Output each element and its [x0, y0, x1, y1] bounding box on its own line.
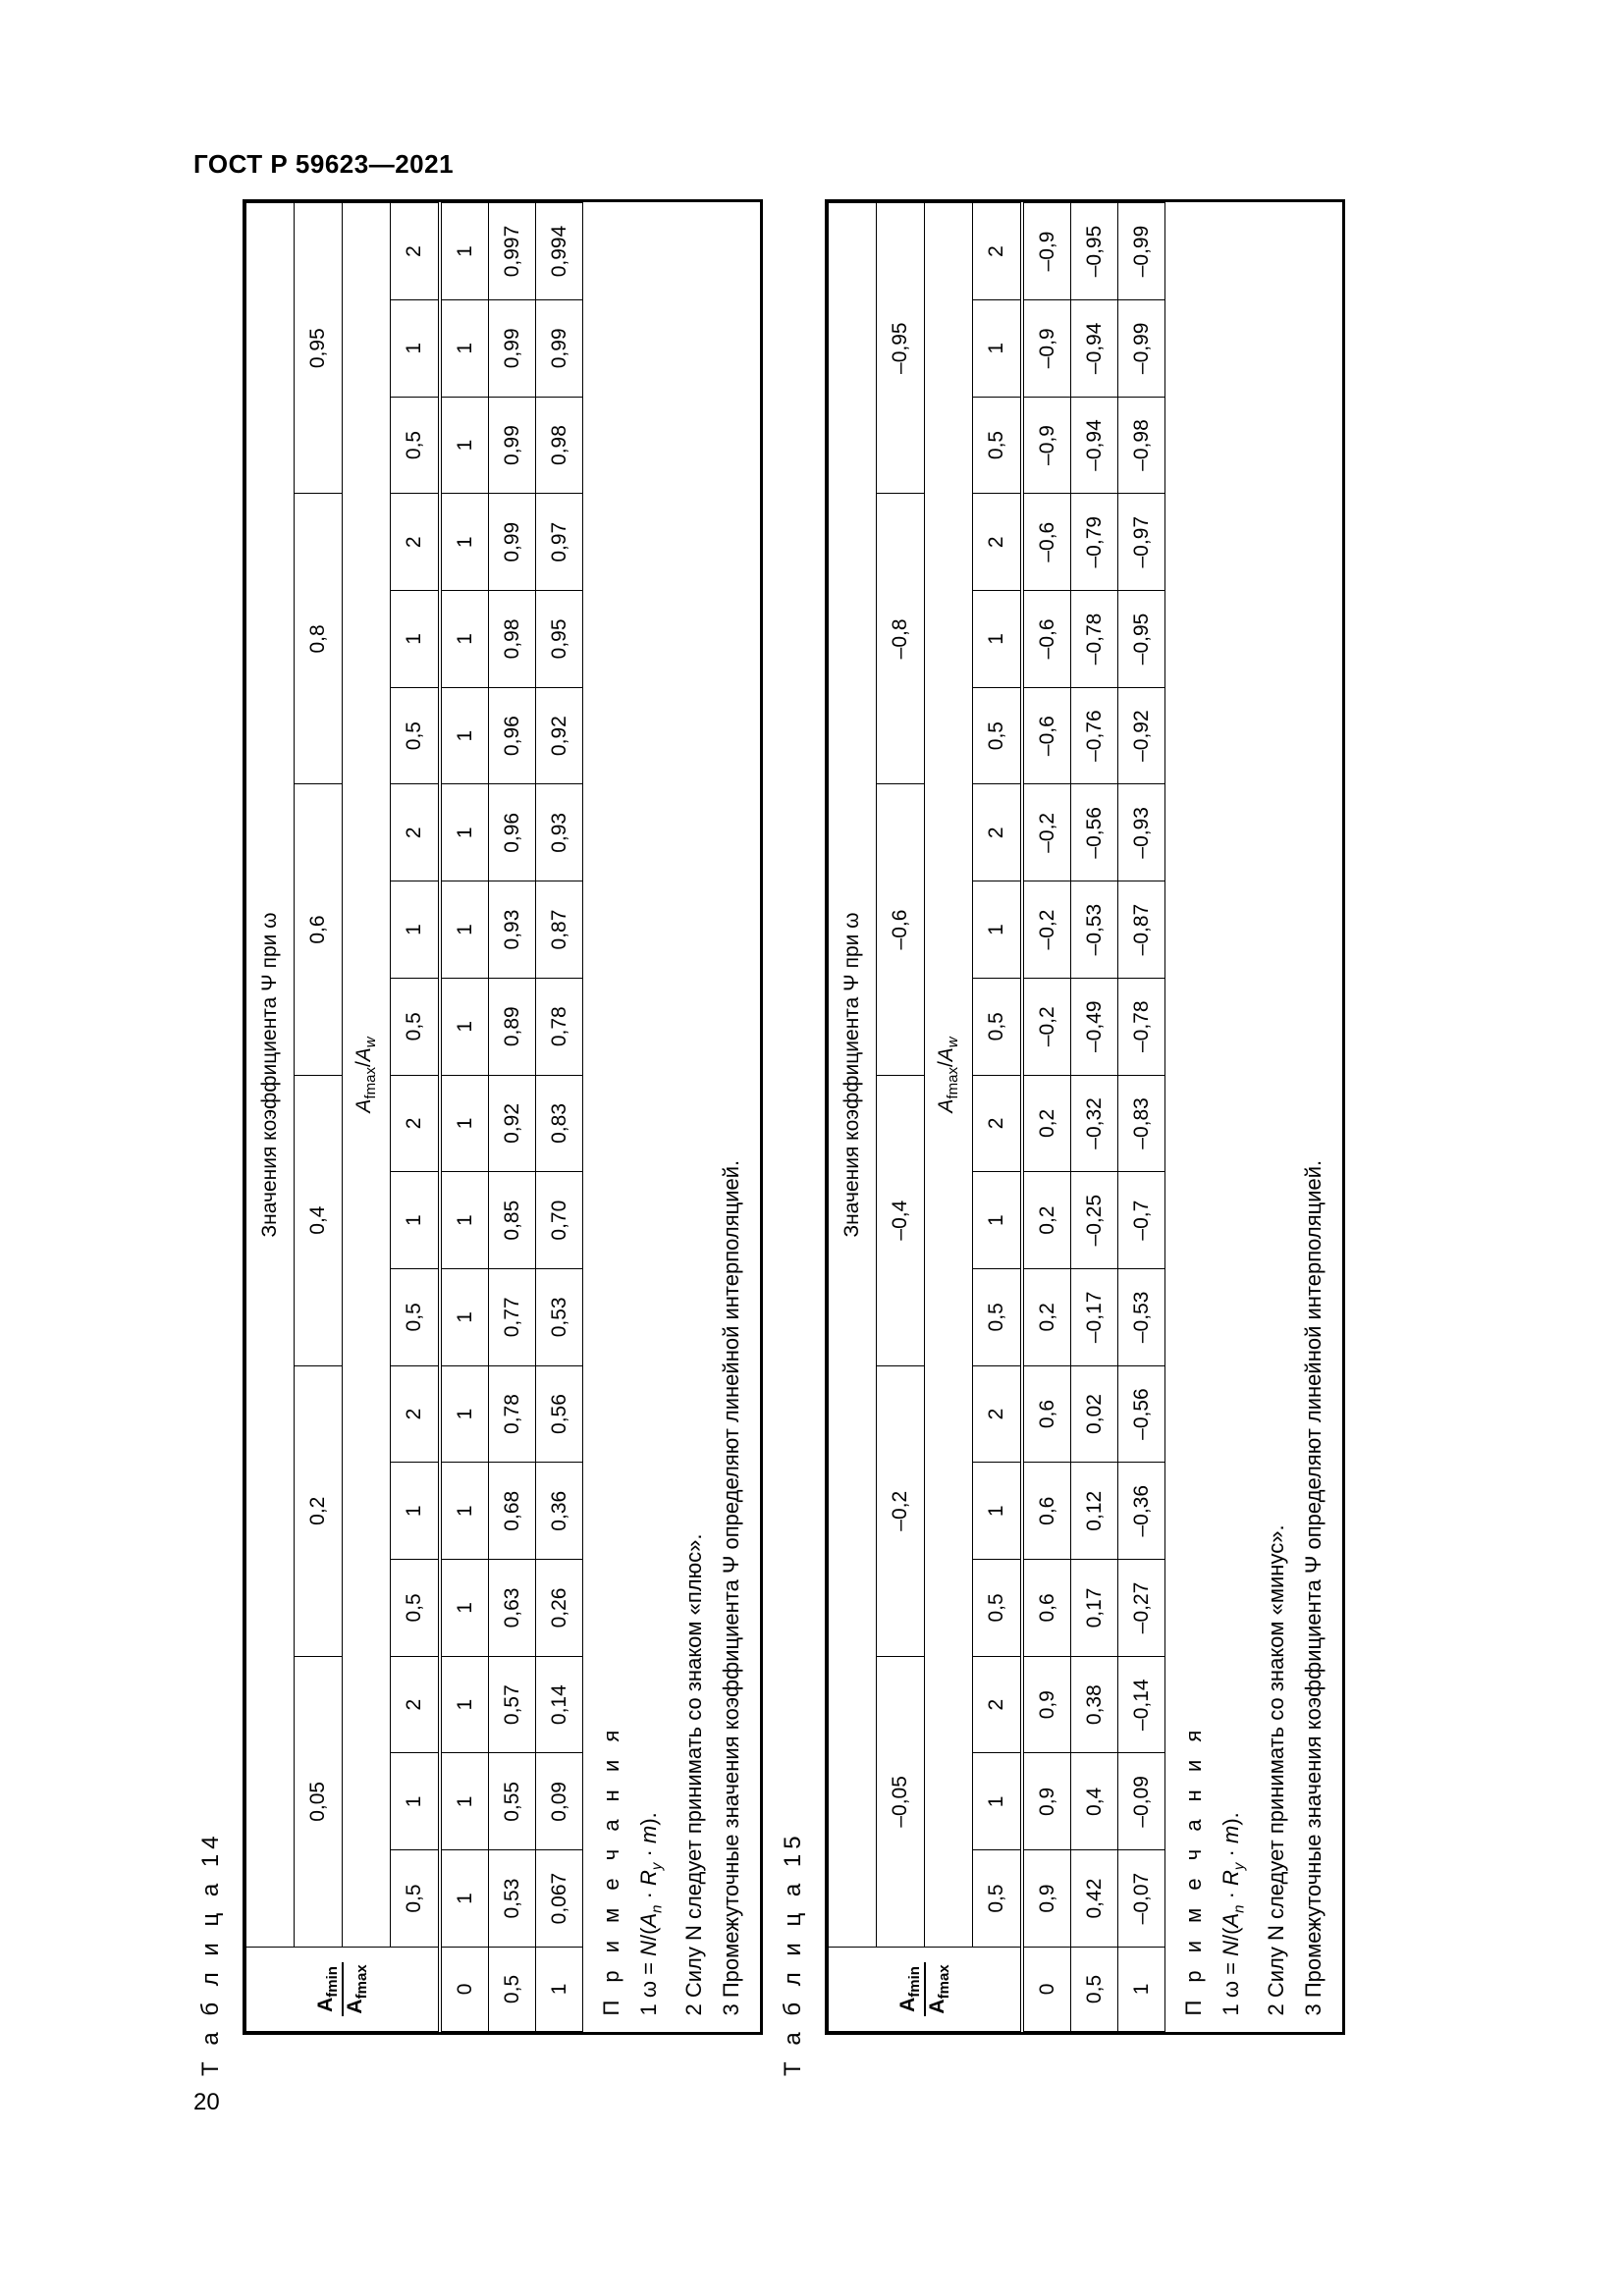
table-cell: 0,97: [536, 494, 583, 591]
table-cell: –0,95: [1071, 203, 1118, 300]
ratio-subheader: 0,5: [973, 1268, 1023, 1365]
table-cell: –0,6: [1022, 687, 1071, 784]
table-cell: 0,6: [1022, 1463, 1071, 1560]
ratio-subheader: 2: [391, 1075, 441, 1172]
ratio-subheader: 0,5: [973, 1850, 1023, 1948]
table-cell: 1: [440, 494, 489, 591]
ratio-subheader: 0,5: [391, 1268, 441, 1365]
table-cell: 0,9: [1022, 1753, 1071, 1850]
table-cell: 1: [440, 203, 489, 300]
table-cell: –0,92: [1118, 687, 1165, 784]
note-2: 2 Силу N следует принимать со знаком «минус».: [1264, 1524, 1289, 2016]
ratio-subheader: 1: [391, 1172, 441, 1269]
coefficient-table-15: [828, 202, 1342, 2032]
table-cell: 1: [440, 978, 489, 1075]
omega-header: 0,95: [295, 203, 343, 494]
omega-header: –0,4: [877, 1075, 925, 1365]
ratio-subheader: 2: [391, 784, 441, 881]
ratio-header: $A_{fmax}/A_w$: [925, 203, 973, 1948]
table-cell: –0,56: [1118, 1365, 1165, 1463]
ratio-subheader: 2: [391, 1656, 441, 1753]
table-cell: 1: [440, 687, 489, 784]
note-3: 3 Промежуточные значения коэффициента Ψ определяют линейной интерполяцией.: [1301, 1159, 1326, 2016]
table-cell: 0,26: [536, 1560, 583, 1657]
table-cell: –0,9: [1022, 299, 1071, 397]
omega-header: –0,6: [877, 784, 925, 1075]
table-cell: 0,77: [489, 1268, 536, 1365]
ratio-subheader: 1: [391, 1463, 441, 1560]
ratio-subheader: 2: [973, 1365, 1023, 1463]
table-cell: 0,83: [536, 1075, 583, 1172]
ratio-subheader: 2: [973, 203, 1023, 300]
ratio-subheader: 0,5: [973, 978, 1023, 1075]
table-cell: 0,92: [489, 1075, 536, 1172]
table-cell: –0,07: [1118, 1850, 1165, 1948]
table-cell: –0,94: [1071, 299, 1118, 397]
row-label: 0: [1022, 1947, 1071, 2031]
table-cell: –0,97: [1118, 494, 1165, 591]
row-header-fraction: [829, 1947, 1023, 2031]
table-cell: 0,12: [1071, 1463, 1118, 1560]
table-cell: 0,99: [536, 299, 583, 397]
table-cell: –0,7: [1118, 1172, 1165, 1269]
table-cell: 1: [440, 784, 489, 881]
ratio-subheader: 1: [973, 591, 1023, 688]
table-caption: Т а б л и ц а 14: [197, 1831, 224, 2076]
table-title-cell: Значения коэффициента Ψ при ω: [829, 203, 877, 1948]
table-cell: 1: [440, 1463, 489, 1560]
table-box: [825, 199, 1345, 2035]
table-cell: 0,09: [536, 1753, 583, 1850]
table-cell: 0,99: [489, 397, 536, 494]
table-cell: –0,95: [1118, 591, 1165, 688]
table-cell: –0,36: [1118, 1463, 1165, 1560]
table-cell: –0,99: [1118, 299, 1165, 397]
table-cell: 0,87: [536, 881, 583, 979]
table-cell: –0,09: [1118, 1753, 1165, 1850]
table-cell: –0,56: [1071, 784, 1118, 881]
table-cell: 1: [440, 1753, 489, 1850]
document-code: ГОСТ Р 59623—2021: [193, 149, 455, 179]
table-cell: –0,49: [1071, 978, 1118, 1075]
note-2: 2 Силу N следует принимать со знаком «плюс».: [681, 1533, 707, 2016]
table-cell: –0,17: [1071, 1268, 1118, 1365]
table-row: [1022, 203, 1071, 2032]
ratio-subheader: 0,5: [391, 1850, 441, 1948]
ratio-subheader: 1: [391, 591, 441, 688]
table-cell: 0,99: [489, 299, 536, 397]
table-cell: 1: [440, 1656, 489, 1753]
table-caption: Т а б л и ц а 15: [780, 1831, 806, 2076]
table-cell: 0,96: [489, 687, 536, 784]
ratio-header: $A_{fmax}/A_w$: [343, 203, 391, 1948]
row-label: 0,5: [1071, 1947, 1118, 2031]
table-cell: 0,56: [536, 1365, 583, 1463]
table-cell: 0,93: [536, 784, 583, 881]
table-cell: –0,83: [1118, 1075, 1165, 1172]
ratio-subheader: 2: [391, 1365, 441, 1463]
notes-title: П р и м е ч а н и я: [1181, 1724, 1206, 2016]
table-cell: 1: [440, 881, 489, 979]
coefficient-table-14: [245, 202, 760, 2032]
table-cell: 0,2: [1022, 1075, 1071, 1172]
table-cell: –0,9: [1022, 397, 1071, 494]
table-cell: 0,95: [536, 591, 583, 688]
notes-cell: [583, 203, 761, 2032]
ratio-subheader: 0,5: [973, 687, 1023, 784]
table-cell: 1: [440, 299, 489, 397]
notes-row: [583, 203, 761, 2032]
table-cell: 0,93: [489, 881, 536, 979]
table-cell: 0,4: [1071, 1753, 1118, 1850]
table-cell: 0,994: [536, 203, 583, 300]
omega-header: 0,2: [295, 1365, 343, 1656]
table-cell: 0,6: [1022, 1560, 1071, 1657]
fraction-denominator: $A_{fmax}$: [925, 1964, 952, 2014]
table-title-cell: Значения коэффициента Ψ при ω: [246, 203, 295, 1948]
table-cell: 0,42: [1071, 1850, 1118, 1948]
row-label: 1: [536, 1947, 583, 2031]
omega-header: –0,95: [877, 203, 925, 494]
omega-header: 0,4: [295, 1075, 343, 1365]
table-cell: 1: [440, 1365, 489, 1463]
note-1: 1 $\omega = N/(A_n \cdot R_y \cdot m)$.: [636, 1812, 666, 2016]
table-cell: 0,85: [489, 1172, 536, 1269]
table-cell: –0,98: [1118, 397, 1165, 494]
table-cell: 1: [440, 1075, 489, 1172]
table-cell: –0,2: [1022, 978, 1071, 1075]
table-cell: 1: [440, 591, 489, 688]
fraction-numerator: $A_{fmin}$: [314, 1962, 343, 2015]
ratio-subheader: 0,5: [973, 397, 1023, 494]
fraction-afmin-afmax: [896, 1962, 952, 2015]
ratio-subheader: 0,5: [391, 397, 441, 494]
omega-header: –0,8: [877, 494, 925, 784]
table-cell: 1: [440, 1268, 489, 1365]
table-cell: –0,25: [1071, 1172, 1118, 1269]
table-cell: –0,6: [1022, 591, 1071, 688]
table-cell: 1: [440, 1172, 489, 1269]
ratio-subheader: 0,5: [973, 1560, 1023, 1657]
ratio-subheader: 2: [973, 494, 1023, 591]
table-cell: 0,63: [489, 1560, 536, 1657]
table-cell: 0,55: [489, 1753, 536, 1850]
table-cell: 0,98: [489, 591, 536, 688]
table-cell: 0,9: [1022, 1656, 1071, 1753]
table-cell: 0,02: [1071, 1365, 1118, 1463]
omega-header: 0,05: [295, 1656, 343, 1947]
notes-block: [1165, 203, 1342, 2032]
ratio-subheader: 1: [973, 881, 1023, 979]
table-cell: 0,2: [1022, 1172, 1071, 1269]
table-cell: 0,98: [536, 397, 583, 494]
table-cell: 0,067: [536, 1850, 583, 1948]
table-row: [536, 203, 583, 2032]
ratio-subheader: 2: [973, 1656, 1023, 1753]
table-cell: –0,27: [1118, 1560, 1165, 1657]
ratio-subheader: 1: [973, 1753, 1023, 1850]
fraction-afmin-afmax: [314, 1962, 370, 2015]
table-cell: 0,57: [489, 1656, 536, 1753]
omega-header: 0,6: [295, 784, 343, 1075]
table-cell: 0,78: [536, 978, 583, 1075]
ratio-subheader: 1: [973, 1172, 1023, 1269]
page-number: 20: [193, 2089, 220, 2115]
table-cell: 0,997: [489, 203, 536, 300]
notes-cell: [1165, 203, 1343, 2032]
table-cell: 0,17: [1071, 1560, 1118, 1657]
table-cell: 0,99: [489, 494, 536, 591]
table-cell: –0,87: [1118, 881, 1165, 979]
table-row: [440, 203, 489, 2032]
ratio-subheader: 0,5: [391, 1560, 441, 1657]
table-cell: –0,2: [1022, 881, 1071, 979]
table-cell: –0,53: [1118, 1268, 1165, 1365]
table-row: [489, 203, 536, 2032]
note-1: 1 $\omega = N/(A_n \cdot R_y \cdot m)$.: [1218, 1812, 1248, 2016]
table-cell: 0,92: [536, 687, 583, 784]
row-label: 0: [440, 1947, 489, 2031]
table-cell: 0,89: [489, 978, 536, 1075]
table-cell: –0,76: [1071, 687, 1118, 784]
fraction-denominator: $A_{fmax}$: [343, 1964, 370, 2014]
ratio-subheader: 1: [973, 299, 1023, 397]
notes-title: П р и м е ч а н и я: [599, 1724, 623, 2016]
omega-header: –0,2: [877, 1365, 925, 1656]
ratio-subheader: 1: [973, 1463, 1023, 1560]
ratio-subheader: 0,5: [391, 687, 441, 784]
row-header-fraction: [246, 1947, 441, 2031]
table-cell: 0,14: [536, 1656, 583, 1753]
table-cell: 0,2: [1022, 1268, 1071, 1365]
table-cell: –0,78: [1071, 591, 1118, 688]
ratio-subheader: 1: [391, 1753, 441, 1850]
ratio-subheader: 0,5: [391, 978, 441, 1075]
ratio-subheader: 1: [391, 299, 441, 397]
row-label: 1: [1118, 1947, 1165, 2031]
table-cell: 0,9: [1022, 1850, 1071, 1948]
note-3: 3 Промежуточные значения коэффициента Ψ определяют линейной интерполяцией.: [719, 1159, 744, 2016]
ratio-subheader: 1: [391, 881, 441, 979]
table-row: [1071, 203, 1118, 2032]
table-cell: –0,79: [1071, 494, 1118, 591]
table-cell: 0,78: [489, 1365, 536, 1463]
table-cell: –0,6: [1022, 494, 1071, 591]
notes-row: [1165, 203, 1343, 2032]
table-cell: –0,78: [1118, 978, 1165, 1075]
table-cell: –0,99: [1118, 203, 1165, 300]
ratio-subheader: 2: [391, 203, 441, 300]
table-cell: 0,70: [536, 1172, 583, 1269]
row-label: 0,5: [489, 1947, 536, 2031]
table-cell: 0,6: [1022, 1365, 1071, 1463]
table-cell: –0,9: [1022, 203, 1071, 300]
fraction-numerator: $A_{fmin}$: [896, 1962, 925, 2015]
table-cell: 0,36: [536, 1463, 583, 1560]
ratio-subheader: 2: [973, 784, 1023, 881]
omega-header: 0,8: [295, 494, 343, 784]
table-cell: 0,68: [489, 1463, 536, 1560]
table-cell: 1: [440, 397, 489, 494]
table-cell: 0,53: [536, 1268, 583, 1365]
table-cell: –0,14: [1118, 1656, 1165, 1753]
notes-block: [583, 203, 760, 2032]
ratio-subheader: 2: [973, 1075, 1023, 1172]
table-cell: 0,53: [489, 1850, 536, 1948]
table-cell: 1: [440, 1850, 489, 1948]
table-row: [1118, 203, 1165, 2032]
omega-header: –0,05: [877, 1656, 925, 1947]
table-cell: 1: [440, 1560, 489, 1657]
table-cell: –0,93: [1118, 784, 1165, 881]
table-cell: 0,38: [1071, 1656, 1118, 1753]
table-box: [243, 199, 763, 2035]
table-cell: –0,32: [1071, 1075, 1118, 1172]
table-cell: –0,94: [1071, 397, 1118, 494]
table-cell: –0,53: [1071, 881, 1118, 979]
ratio-subheader: 2: [391, 494, 441, 591]
table-cell: 0,96: [489, 784, 536, 881]
table-cell: –0,2: [1022, 784, 1071, 881]
